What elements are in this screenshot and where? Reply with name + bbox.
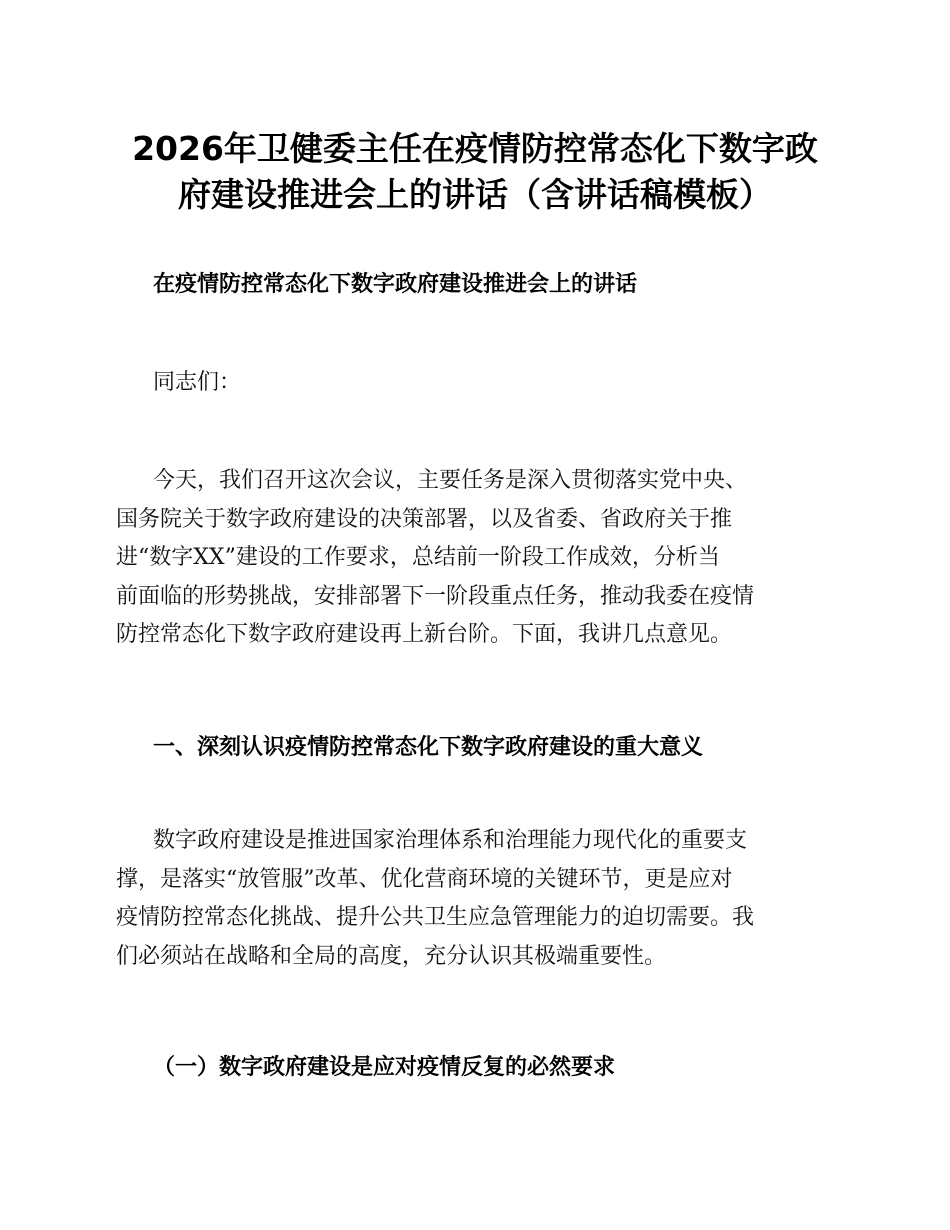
section-1-heading: 一、深刻认识疫情防控常态化下数字政府建设的重大意义 xyxy=(153,734,704,760)
intro-line-4: 前面临的形势挑战，安排部署下一阶段重点任务，推动我委在疫情 xyxy=(116,583,755,609)
section-1-line-2: 撑，是落实“放管服”改革、优化营商环境的关键环节，更是应对 xyxy=(116,866,733,892)
subsection-1-heading: （一）数字政府建设是应对疫情反复的必然要求 xyxy=(153,1054,616,1080)
section-1-line-4: 们必须站在战略和全局的高度，充分认识其极端重要性。 xyxy=(116,943,667,969)
document-title-line-2: 府建设推进会上的讲话（含讲话稿模板） xyxy=(178,175,772,214)
intro-line-2: 国务院关于数字政府建设的决策部署，以及省委、省政府关于推 xyxy=(116,506,733,532)
section-1-paragraph xyxy=(116,822,836,976)
speech-subtitle: 在疫情防控常态化下数字政府建设推进会上的讲话 xyxy=(153,271,638,297)
section-1-line-1: 数字政府建设是推进国家治理体系和治理能力现代化的重要支 xyxy=(153,828,748,853)
intro-line-3: 进“数字XX”建设的工作要求，总结前一阶段工作成效，分析当 xyxy=(116,545,720,570)
salutation: 同志们： xyxy=(153,370,242,395)
intro-paragraph xyxy=(116,462,836,655)
intro-line-1: 今天，我们召开这次会议，主要任务是深入贯彻落实党中央、 xyxy=(153,468,748,493)
document-title-line-1: 2026年卫健委主任在疫情防控常态化下数字政 xyxy=(132,129,818,168)
intro-line-5: 防控常态化下数字政府建设再上新台阶。下面，我讲几点意见。 xyxy=(116,622,733,647)
section-1-line-3: 疫情防控常态化挑战、提升公共卫生应急管理能力的迫切需要。我 xyxy=(116,905,755,930)
document-title xyxy=(100,126,850,218)
